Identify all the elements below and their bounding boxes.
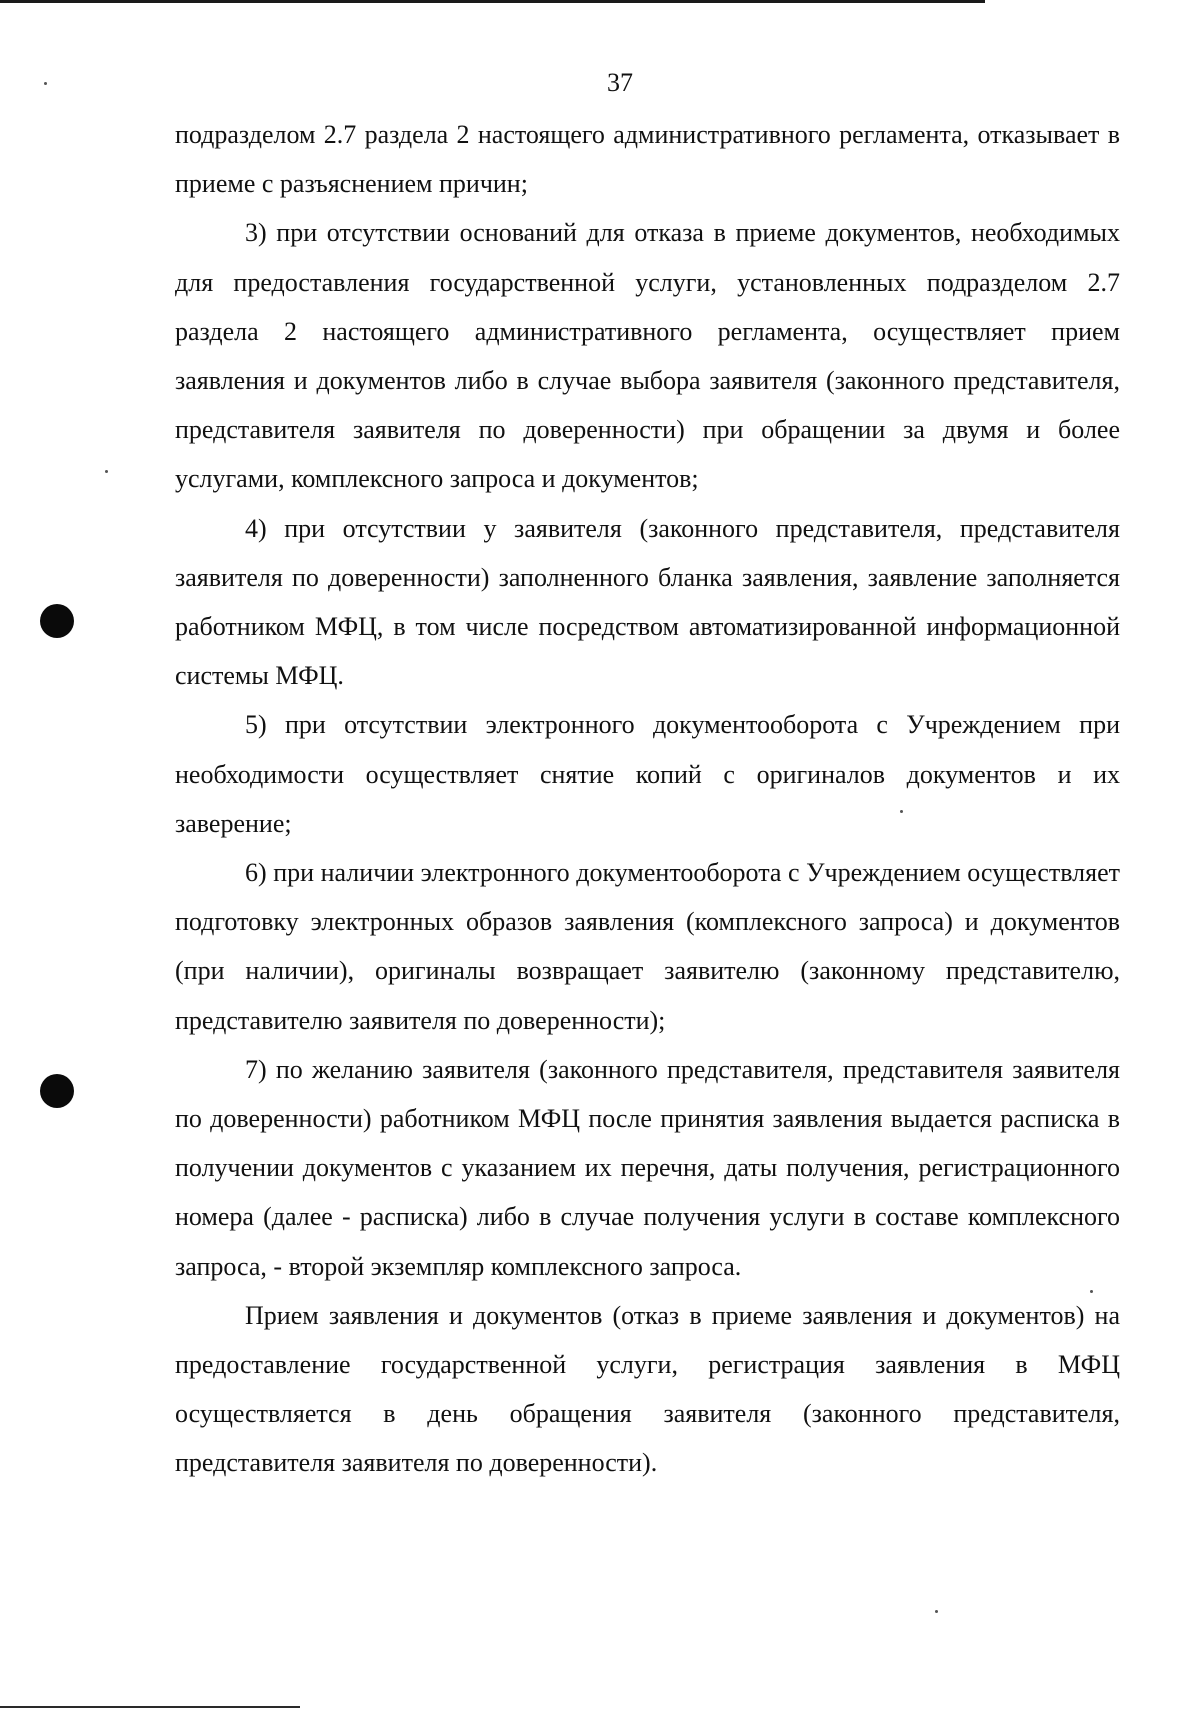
- scan-speck: [44, 82, 47, 85]
- paragraph-continuation: подразделом 2.7 раздела 2 настоящего административного регламента, отказывает в приеме с разъяснением причин;: [175, 120, 1120, 199]
- paragraph-item-3: 3) при отсутствии оснований для отказа в приеме документов, необходимых для предоставления государственной услуги, установленных подразделом 2.7 раздела 2 настоящего административного регламента, осуществляет прием заявления и документов либо в случае выбора заявителя (законного представителя, представителя заявителя по доверенности) при обращении за двумя и более услугами, комплексного запроса и документов;: [175, 218, 1120, 494]
- paragraph-item-4: 4) при отсутствии у заявителя (законного представителя, представителя заявителя по доверенности) заполненного бланка заявления, заявление заполняется работником МФЦ, в том числе посредством автоматизированной информационной системы МФЦ.: [175, 513, 1120, 691]
- paragraph-item-6: 6) при наличии электронного документооборота с Учреждением осуществляет подготовку электронных образов заявления (комплексного запроса) и документов (при наличии), оригиналы возвращает заявителю (законному представителю, представителю заявителя по доверенности);: [175, 858, 1120, 1035]
- scan-speck: [105, 470, 108, 473]
- scan-top-edge: [0, 0, 985, 3]
- document-body: [175, 110, 1120, 1488]
- paragraph-item-7: 7) по желанию заявителя (законного представителя, представителя заявителя по доверенности) работником МФЦ после принятия заявления выдается расписка в получении документов с указанием их перечня, даты получения, регистрационного номера (далее - расписка) либо в случае получения услуги в составе комплексного запроса, - второй экземпляр комплексного запроса.: [175, 1054, 1120, 1281]
- scan-speck: [935, 1610, 938, 1613]
- scan-bottom-edge: [0, 1706, 300, 1708]
- punch-hole-upper: [40, 604, 74, 638]
- punch-hole-lower: [40, 1074, 74, 1108]
- page-number: 37: [607, 68, 633, 97]
- paragraph-reception: Прием заявления и документов (отказ в приеме заявления и документов) на предоставление государственной услуги, регистрация заявления в МФЦ осуществляется в день обращения заявителя (законного представителя, представителя заявителя по доверенности).: [175, 1300, 1120, 1478]
- paragraph-item-5: 5) при отсутствии электронного документооборота с Учреждением при необходимости осуществляет снятие копий с оригиналов документов и их заверение;: [175, 710, 1120, 838]
